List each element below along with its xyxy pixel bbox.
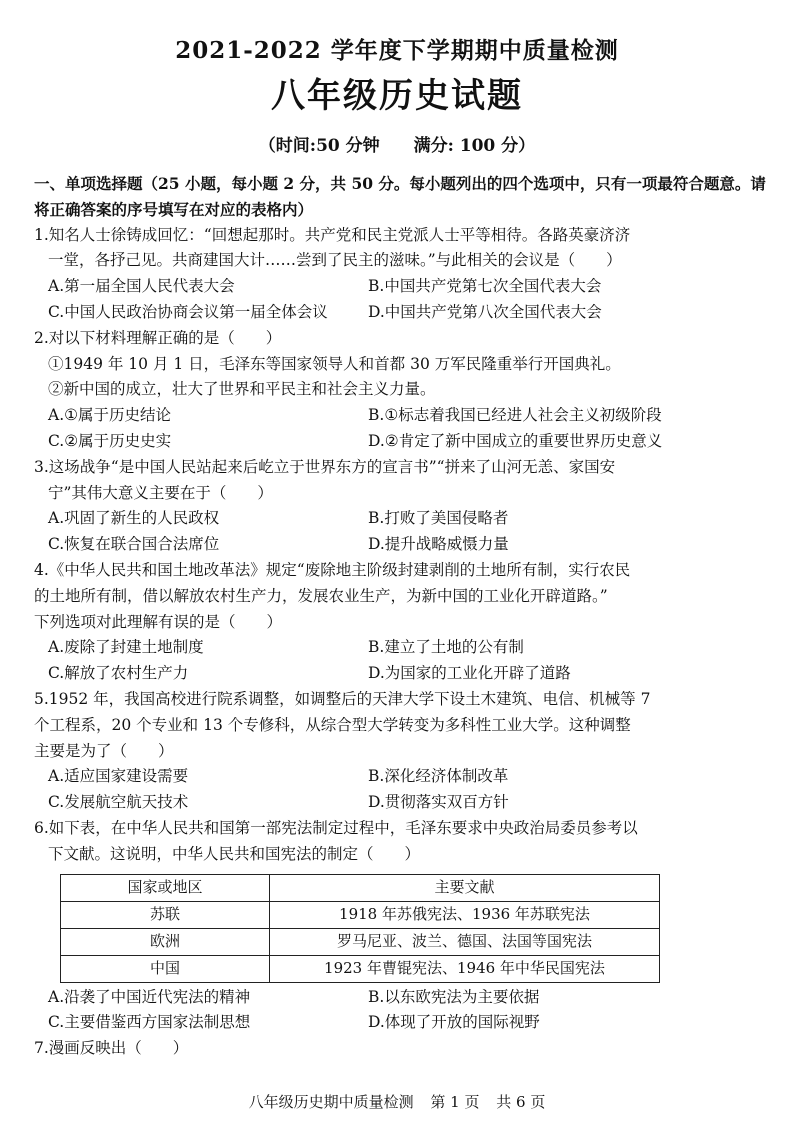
- question-stem-cont: 一堂，各抒己见。共商建国大计……尝到了民主的滋味。”与此相关的会议是（ ）: [48, 251, 622, 270]
- exam-time-score: [0, 134, 794, 160]
- table-row: [61, 955, 660, 982]
- question-stem: 2.对以下材料理解正确的是（ ）: [34, 328, 282, 347]
- option-c[interactable]: C.②属于历史史实: [48, 431, 172, 450]
- footer-exam-name: 八年级历史期中质量检测: [248, 1093, 414, 1111]
- option-row: [34, 300, 768, 326]
- option-b[interactable]: B.建立了土地的公有制: [368, 638, 524, 657]
- table-cell: 苏联: [61, 901, 270, 928]
- option-row: [34, 1010, 768, 1036]
- option-a[interactable]: A.适应国家建设需要: [48, 767, 189, 786]
- option-d[interactable]: D.体现了开放的国际视野: [368, 1013, 540, 1032]
- question-stem: 4.《中华人民共和国土地改革法》规定“废除地主阶级封建剥削的土地所有制，实行农民: [34, 560, 631, 579]
- option-a[interactable]: A.巩固了新生的人民政权: [48, 509, 220, 528]
- option-row: [34, 985, 768, 1011]
- exam-title-subject: 八年级历史试题: [271, 76, 523, 116]
- option-row: [34, 429, 768, 455]
- option-b[interactable]: B.①标志着我国已经进人社会主义初级阶段: [368, 406, 662, 425]
- option-d[interactable]: D.提升战略威慑力量: [368, 535, 509, 554]
- option-row: [34, 635, 768, 661]
- option-row: [34, 661, 768, 687]
- option-row: [34, 506, 768, 532]
- option-a[interactable]: A.第一届全国人民代表大会: [48, 277, 235, 296]
- question-1: [34, 223, 768, 326]
- question-stem: 5.1952 年，我国高校进行院系调整，如调整后的天津大学下设土木建筑、电信、机械等 7: [34, 689, 651, 708]
- question-stem-cont: 的土地所有制，借以解放农村生产力，发展农业生产，为新中国的工业化开辟道路。”: [34, 586, 608, 605]
- option-d[interactable]: D.中国共产党第八次全国代表大会: [368, 302, 602, 321]
- option-c[interactable]: C.解放了农村生产力: [48, 664, 189, 683]
- option-row: [34, 790, 768, 816]
- option-c[interactable]: C.主要借鉴西方国家法制思想: [48, 1013, 251, 1032]
- table-header-row: [61, 874, 660, 901]
- option-row: [34, 274, 768, 300]
- question-2: [34, 326, 768, 455]
- material-2: ②新中国的成立，壮大了世界和平民主和社会主义力量。: [48, 380, 436, 399]
- question-stem-cont: 下文献。这说明，中华人民共和国宪法的制定（ ）: [48, 844, 421, 863]
- question-stem: 7.漫画反映出（ ）: [34, 1039, 189, 1058]
- option-c[interactable]: C.恢复在联合国合法席位: [48, 535, 220, 554]
- question-stem-cont: 个工程系，20 个专业和 13 个专修科，从综合型大学转变为多科性工业大学。这种调整: [34, 715, 631, 734]
- question-6: [34, 816, 768, 1036]
- option-b[interactable]: B.中国共产党第七次全国代表大会: [368, 277, 602, 296]
- question-4: [34, 558, 768, 687]
- exam-score: 满分: 100 分）: [413, 136, 536, 156]
- table-cell: 中国: [61, 955, 270, 982]
- question-7: [34, 1036, 768, 1062]
- page-footer: [0, 1090, 794, 1116]
- footer-total-pages: 共 6 页: [496, 1093, 546, 1111]
- table-header: 国家或地区: [61, 874, 270, 901]
- section-heading: 一、单项选择题（25 小题，每小题 2 分，共 50 分。每小题列出的四个选项中，只有一项最符合题意。请将正确答案的序号填写在对应的表格内）: [34, 174, 766, 219]
- question-stem-cont: 主要是为了（ ）: [34, 741, 174, 760]
- option-b[interactable]: B.以东欧宪法为主要依据: [368, 987, 540, 1006]
- option-a[interactable]: A.沿袭了中国近代宪法的精神: [48, 987, 251, 1006]
- question-stem-cont: 下列选项对此理解有误的是（ ）: [34, 612, 283, 631]
- option-c[interactable]: C.发展航空航天技术: [48, 793, 189, 812]
- table-header: 主要文献: [270, 874, 660, 901]
- table-row: [61, 901, 660, 928]
- option-row: [34, 764, 768, 790]
- table-cell: 欧洲: [61, 928, 270, 955]
- question-stem: 1.知名人士徐铸成回忆：“回想起那时。共产党和民主党派人士平等相待。各路英豪济济: [34, 225, 631, 244]
- table-cell: 罗马尼亚、波兰、德国、法国等国宪法: [270, 928, 660, 955]
- option-d[interactable]: D.贯彻落实双百方针: [368, 793, 509, 812]
- exam-title-term: 2021-2022 学年度下学期期中质量检测: [175, 37, 619, 64]
- option-d[interactable]: D.②肯定了新中国成立的重要世界历史意义: [368, 431, 663, 450]
- exam-content: [34, 171, 768, 1062]
- option-a[interactable]: A.废除了封建土地制度: [48, 638, 204, 657]
- question-stem: 6.如下表，在中华人民共和国第一部宪法制定过程中，毛泽东要求中央政治局委员参考以: [34, 818, 638, 837]
- table-cell: 1918 年苏俄宪法、1936 年苏联宪法: [270, 901, 660, 928]
- question-stem: 3.这场战争“是中国人民站起来后屹立于世界东方的宣言书”“拼来了山河无恙、家国安: [34, 457, 616, 476]
- table-row: [61, 928, 660, 955]
- option-d[interactable]: D.为国家的工业化开辟了道路: [368, 664, 571, 683]
- table-cell: 1923 年曹锟宪法、1946 年中华民国宪法: [270, 955, 660, 982]
- option-c[interactable]: C.中国人民政治协商会议第一届全体会议: [48, 302, 328, 321]
- constitution-references-table: [60, 874, 660, 983]
- option-a[interactable]: A.①属于历史结论: [48, 406, 172, 425]
- question-3: [34, 455, 768, 558]
- option-b[interactable]: B.打败了美国侵略者: [368, 509, 509, 528]
- option-row: [34, 532, 768, 558]
- option-row: [34, 403, 768, 429]
- exam-time: （时间:50 分钟: [258, 136, 380, 156]
- material-1: ①1949 年 10 月 1 日，毛泽东等国家领导人和首都 30 万军民隆重举行开国典礼。: [48, 354, 621, 373]
- question-stem-cont: 宁”其伟大意义主要在于（ ）: [48, 483, 273, 502]
- question-5: [34, 687, 768, 816]
- footer-page-number: 第 1 页: [430, 1093, 480, 1111]
- option-b[interactable]: B.深化经济体制改革: [368, 767, 509, 786]
